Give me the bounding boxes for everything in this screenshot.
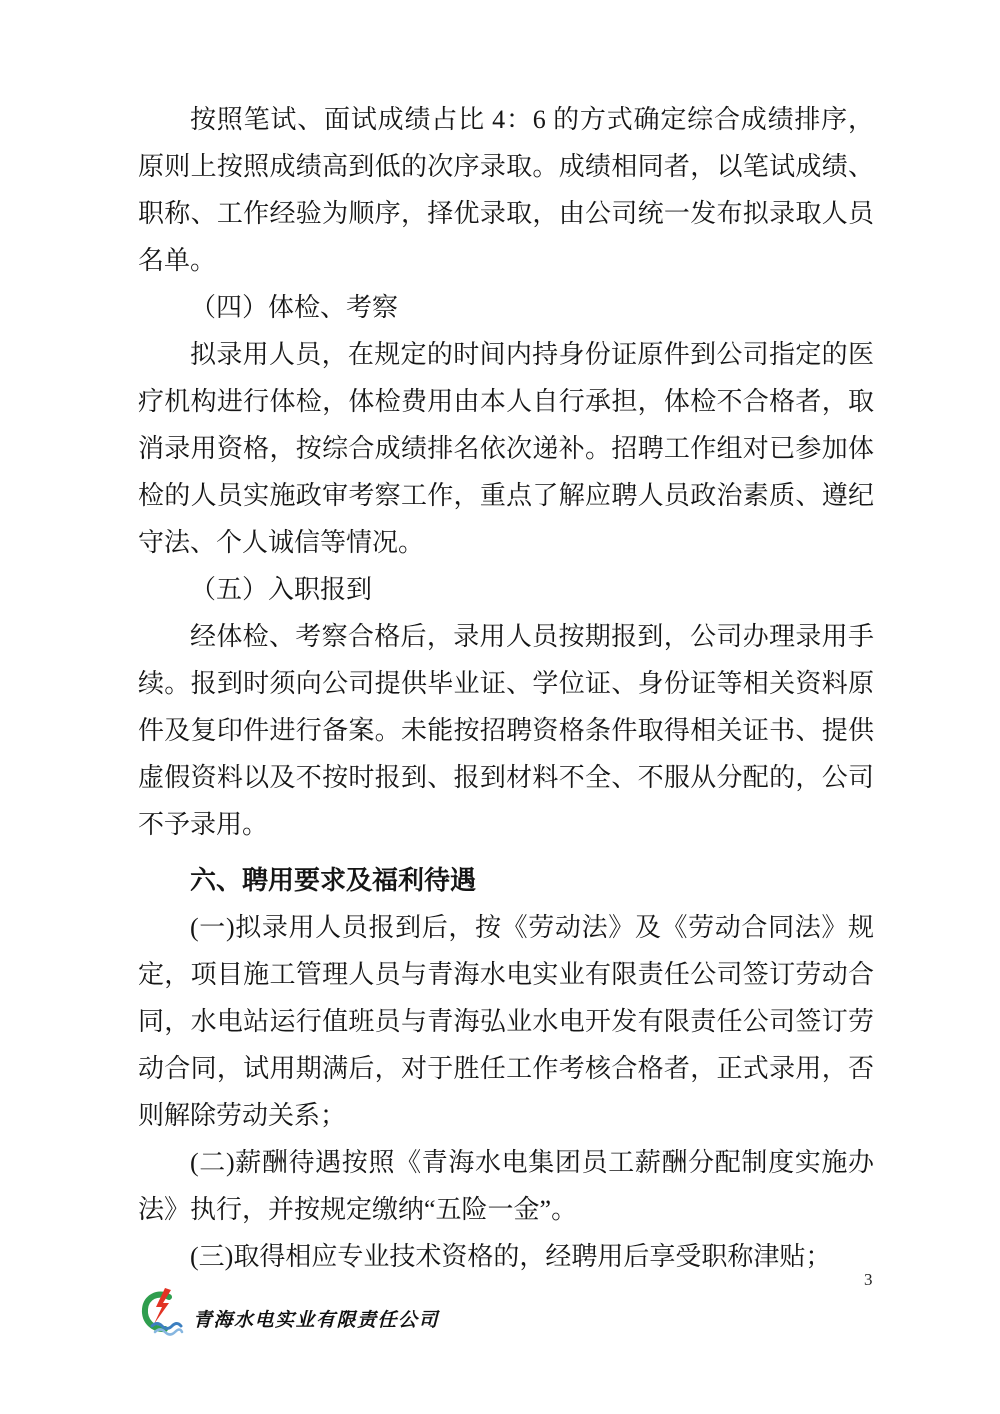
paragraph: (一)拟录用人员报到后，按《劳动法》及《劳动合同法》规定，项目施工管理人员与青海水电实业有限责任公司签订劳动合同，水电站运行值班员与青海弘业水电开发有限责任公司签订劳动合同，试用期满后，对于胜任工作考核合格者，正式录用，否则解除劳动关系；: [138, 913, 874, 1130]
paragraph: (三)取得相应专业技术资格的，经聘用后享受职称津贴；: [190, 1242, 832, 1271]
sub-heading: （四）体检、考察: [190, 293, 399, 322]
company-logo-icon: [138, 1288, 186, 1338]
footer-company-name: 青海水电实业有限责任公司: [193, 1309, 440, 1331]
paragraph: (二)薪酬待遇按照《青海水电集团员工薪酬分配制度实施办法》执行，并按规定缴纳“五险一金”。: [138, 1148, 874, 1224]
footer: [138, 1288, 439, 1338]
logo-wave-bottom: [155, 1330, 182, 1335]
section-heading: 六、聘用要求及福利待遇: [190, 865, 477, 895]
paragraph: 拟录用人员，在规定的时间内持身份证原件到公司指定的医疗机构进行体检，体检费用由本人自行承担，体检不合格者，取消录用资格，按综合成绩排名依次递补。招聘工作组对已参加体检的人员实施政审考察工作，重点了解应聘人员政治素质、遵纪守法、个人诚信等情况。: [138, 340, 874, 557]
paragraph: 按照笔试、面试成绩占比 4：6 的方式确定综合成绩排序，原则上按照成绩高到低的次序录取。成绩相同者，以笔试成绩、职称、工作经验为顺序，择优录取，由公司统一发布拟录取人员名单。: [138, 105, 874, 275]
sub-heading: （五）入职报到: [190, 575, 373, 604]
paragraph: 经体检、考察合格后，录用人员按期报到，公司办理录用手续。报到时须向公司提供毕业证、学位证、身份证等相关资料原件及复印件进行备案。未能按招聘资格条件取得相关证书、提供虚假资料以及不按时报到、报到材料不全、不服从分配的，公司不予录用。: [138, 622, 874, 839]
document-body: [138, 96, 874, 1280]
page-number: 3: [864, 1270, 873, 1289]
